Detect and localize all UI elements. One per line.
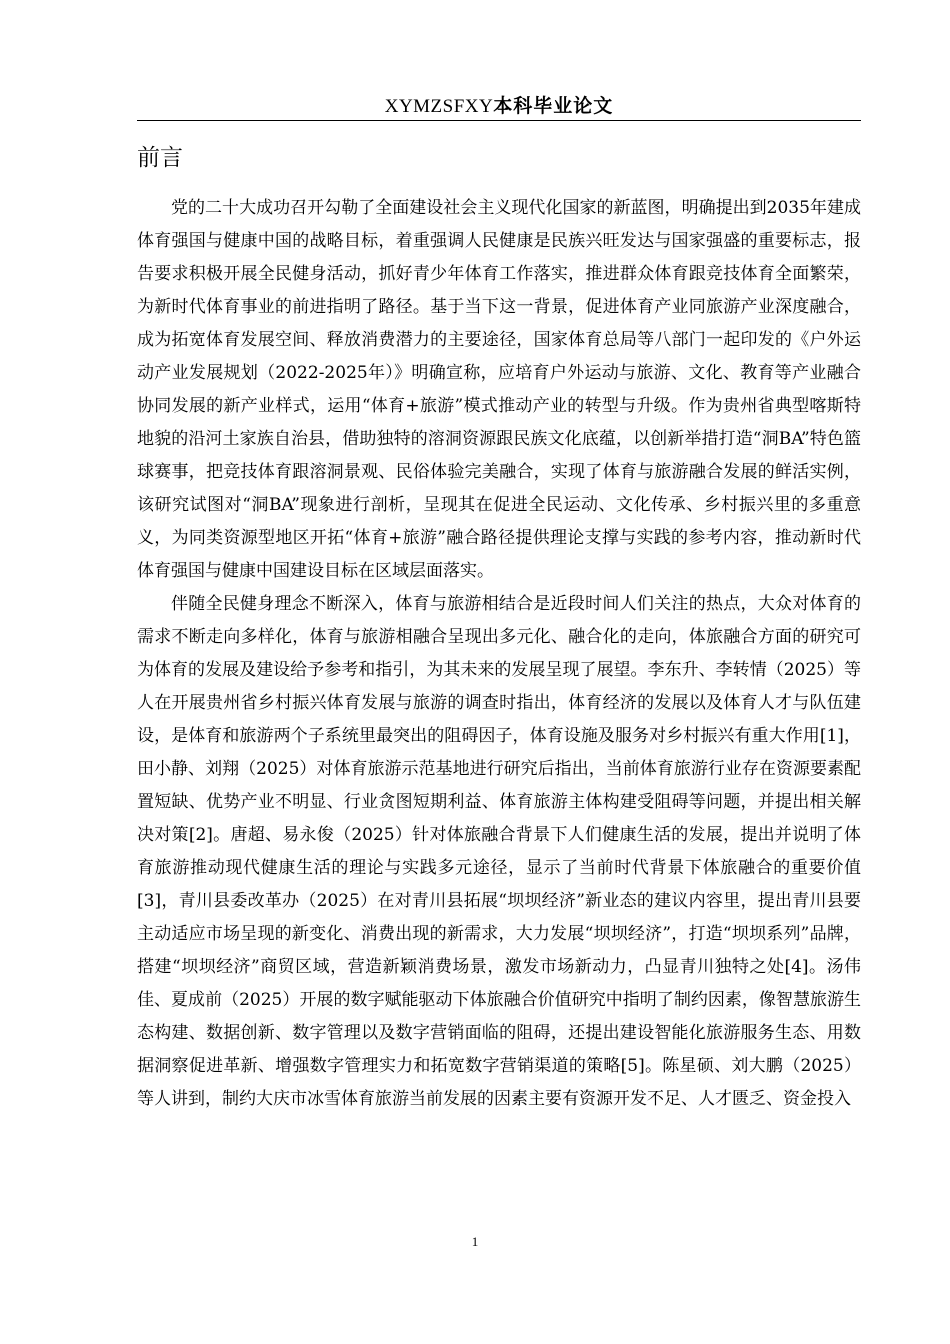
page-number: 1	[471, 1234, 479, 1249]
paragraph: 党的二十大成功召开勾勒了全面建设社会主义现代化国家的新蓝图，明确提出到2035年建成体育强国与健康中国的战略目标，着重强调人民健康是民族兴旺发达与国家强盛的重要标志，报告要求积极开展全民健身活动，抓好青少年体育工作落实，推进群众体育跟竞技体育全面繁荣，为新时代体育事业的前进指明了路径。基于当下这一背景，促进体育产业同旅游产业深度融合，成为拓宽体育发展空间、释放消费潜力的主要途径，国家体育总局等八部门一起印发的《户外运动产业发展规划（2022-2025年）》明确宣称，应培育户外运动与旅游、文化、教育等产业融合协同发展的新产业样式，运用“体育+旅游”模式推动产业的转型与升级。作为贵州省典型喀斯特地貌的沿河土家族自治县，借助独特的溶洞资源跟民族文化底蕴，以创新举措打造“洞BA”特色篮球赛事，把竞技体育跟溶洞景观、民俗体验完美融合，实现了体育与旅游融合发展的鲜活实例，该研究试图对“洞BA”现象进行剖析，呈现其在促进全民运动、文化传承、乡村振兴里的多重意义，为同类资源型地区开拓“体育+旅游”融合路径提供理论支撑与实践的参考内容，推动新时代体育强国与健康中国建设目标在区域层面落实。	[137, 198, 861, 581]
body-text	[137, 192, 861, 1116]
paragraph: 伴随全民健身理念不断深入，体育与旅游相结合是近段时间人们关注的热点，大众对体育的需求不断走向多样化，体育与旅游相融合呈现出多元化、融合化的走向，体旅融合方面的研究可为体育的发展及建设给予参考和指引，为其未来的发展呈现了展望。李东升、李转情（2025）等人在开展贵州省乡村振兴体育发展与旅游的调查时指出，体育经济的发展以及体育人才与队伍建设，是体育和旅游两个子系统里最突出的阻碍因子，体育设施及服务对乡村振兴有重大作用[1]，田小静、刘翔（2025）对体育旅游示范基地进行研究后指出，当前体育旅游行业存在资源要素配置短缺、优势产业不明显、行业贪图短期利益、体育旅游主体构建受阻碍等问题，并提出相关解决对策[2]。唐超、易永俊（2025）针对体旅融合背景下人们健康生活的发展，提出并说明了体育旅游推动现代健康生活的理论与实践多元途径，显示了当前时代背景下体旅融合的重要价值[3]，青川县委改革办（2025）在对青川县拓展“坝坝经济”新业态的建议内容里，提出青川县要主动适应市场呈现的新变化、消费出现的新需求，大力发展“坝坝经济”，打造“坝坝系列”品牌，搭建“坝坝经济”商贸区域，营造新颖消费场景，激发市场新动力，凸显青川独特之处[4]。汤伟佳、夏成前（2025）开展的数字赋能驱动下体旅融合价值研究中指明了制约因素，像智慧旅游生态构建、数据创新、数字管理以及数字营销面临的阻碍，还提出建设智能化旅游服务生态、用数据洞察促进革新、增强数字管理实力和拓宽数字营销渠道的策略[5]。陈星硕、刘大鹏（2025）等人讲到，制约大庆市冰雪体育旅游当前发展的因素主要有资源开发不足、人才匮乏、资金投入	[137, 594, 861, 1109]
header-code: XYMZSFXY	[384, 96, 494, 117]
header-title: 本科毕业论文	[493, 95, 614, 117]
page-header	[137, 92, 861, 121]
section-title: 前言	[137, 145, 183, 171]
